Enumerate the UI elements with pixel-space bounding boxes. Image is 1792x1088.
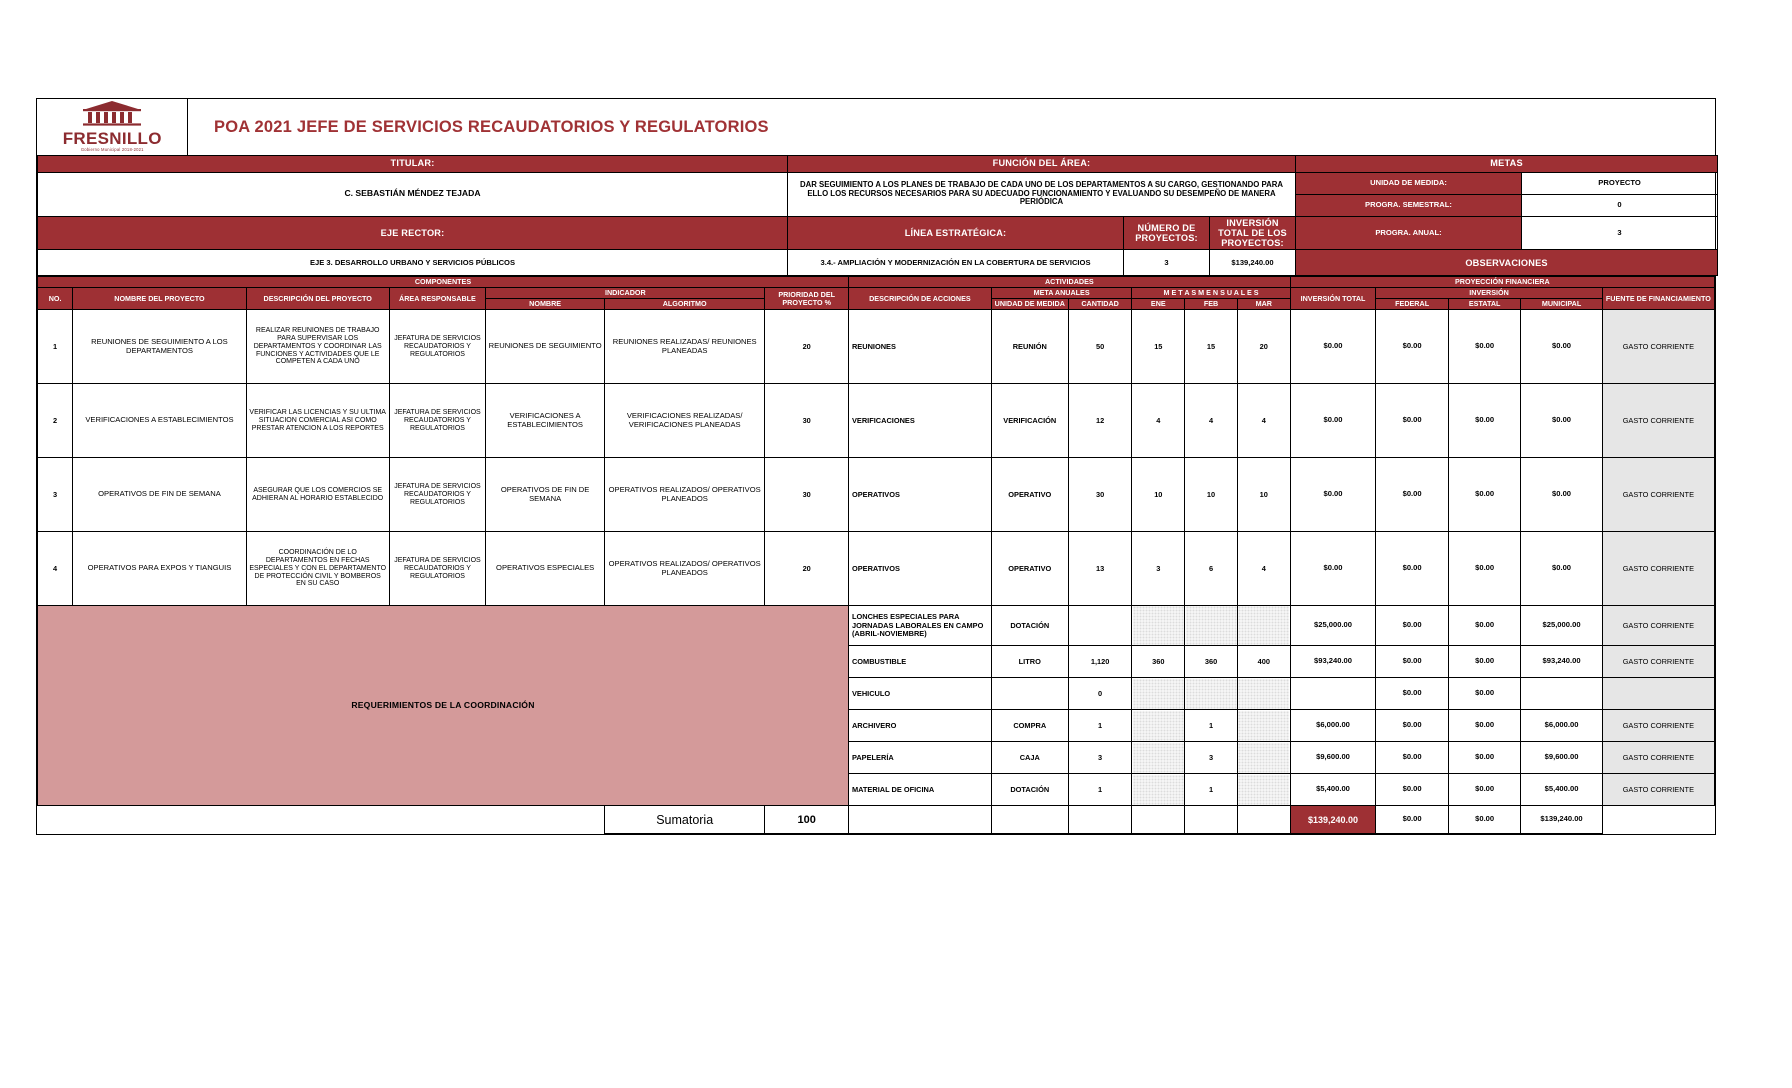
row-nombre: OPERATIVOS PARA EXPOS Y TIANGUIS (73, 532, 247, 606)
col-descripcion-proyecto: DESCRIPCIÓN DEL PROYECTO (246, 288, 389, 310)
req-estatal: $0.00 (1448, 774, 1521, 806)
row-feb: 10 (1185, 458, 1238, 532)
group-inversion: INVERSIÓN (1376, 288, 1602, 299)
row-no: 4 (38, 532, 73, 606)
req-cantidad (1068, 606, 1132, 646)
row-unidad: REUNIÓN (991, 310, 1068, 384)
req-unidad (991, 678, 1068, 710)
req-mar: 400 (1237, 646, 1290, 678)
footer-blank-ene (1132, 806, 1185, 834)
req-cantidad: 1,120 (1068, 646, 1132, 678)
req-fuente (1602, 678, 1714, 710)
col-unidad-medida: UNIDAD DE MEDIDA (991, 299, 1068, 310)
req-estatal: $0.00 (1448, 678, 1521, 710)
logo (38, 99, 188, 155)
row-fuente: GASTO CORRIENTE (1602, 310, 1714, 384)
row-cantidad: 30 (1068, 458, 1132, 532)
footer-total-municipal: $139,240.00 (1521, 806, 1602, 834)
row-ene: 10 (1132, 458, 1185, 532)
footer-blank-mar (1237, 806, 1290, 834)
row-nombre: OPERATIVOS DE FIN DE SEMANA (73, 458, 247, 532)
req-ene (1132, 678, 1185, 710)
req-accion: MATERIAL DE OFICINA (848, 774, 991, 806)
row-fuente: GASTO CORRIENTE (1602, 532, 1714, 606)
numero-proyectos-value: 3 (1124, 250, 1210, 276)
page-title (188, 99, 1718, 155)
row-area: JEFATURA DE SERVICIOS RECAUDATORIOS Y REGULATORIOS (389, 384, 486, 458)
req-inversion-total: $93,240.00 (1290, 646, 1376, 678)
req-cantidad: 1 (1068, 710, 1132, 742)
row-indicador-nombre: OPERATIVOS DE FIN DE SEMANA (486, 458, 605, 532)
row-unidad: OPERATIVO (991, 458, 1068, 532)
row-inversion-total: $0.00 (1290, 458, 1376, 532)
req-inversion-total: $5,400.00 (1290, 774, 1376, 806)
linea-estrategica-value: 3.4.- AMPLIACIÓN Y MODERNIZACIÓN EN LA COBERTURA DE SERVICIOS (788, 250, 1124, 276)
eje-rector-value: EJE 3. DESARROLLO URBANO Y SERVICIOS PÚBLICOS (38, 250, 788, 276)
req-mar (1237, 742, 1290, 774)
col-mar: MAR (1237, 299, 1290, 310)
poa-sheet (36, 98, 1716, 835)
row-municipal: $0.00 (1521, 458, 1602, 532)
col-no: NO. (38, 288, 73, 310)
req-cantidad: 1 (1068, 774, 1132, 806)
row-mar: 4 (1237, 532, 1290, 606)
req-estatal: $0.00 (1448, 646, 1521, 678)
row-estatal: $0.00 (1448, 458, 1521, 532)
row-prioridad: 30 (765, 458, 849, 532)
row-ene: 3 (1132, 532, 1185, 606)
metas-label: METAS (1296, 155, 1718, 172)
col-municipal: MUNICIPAL (1521, 299, 1602, 310)
sumatoria-value: 100 (765, 806, 849, 834)
table-row (38, 310, 1715, 384)
req-inversion-total: $9,600.00 (1290, 742, 1376, 774)
row-indicador-algoritmo: OPERATIVOS REALIZADOS/ OPERATIVOS PLANEADOS (604, 532, 764, 606)
group-meta-anuales: META ANUALES (991, 288, 1132, 299)
req-inversion-total: $25,000.00 (1290, 606, 1376, 646)
row-indicador-nombre: VERIFICACIONES A ESTABLECIMIENTOS (486, 384, 605, 458)
fresnillo-crest-icon (81, 100, 143, 126)
row-prioridad: 30 (765, 384, 849, 458)
req-feb (1185, 678, 1238, 710)
col-feb: FEB (1185, 299, 1238, 310)
header-table (37, 99, 1718, 276)
main-table (37, 276, 1715, 834)
req-ene (1132, 774, 1185, 806)
row-indicador-algoritmo: VERIFICACIONES REALIZADAS/ VERIFICACIONES PLANEADAS (604, 384, 764, 458)
req-federal: $0.00 (1376, 774, 1449, 806)
req-unidad: COMPRA (991, 710, 1068, 742)
req-federal: $0.00 (1376, 678, 1449, 710)
req-feb (1185, 606, 1238, 646)
req-accion: VEHICULO (848, 678, 991, 710)
funcion-label: FUNCIÓN DEL ÁREA: (788, 155, 1296, 172)
table-row (38, 458, 1715, 532)
row-mar: 10 (1237, 458, 1290, 532)
group-actividades: ACTIVIDADES (848, 277, 1290, 288)
req-fuente: GASTO CORRIENTE (1602, 646, 1714, 678)
req-estatal: $0.00 (1448, 710, 1521, 742)
page-title-text: POA 2021 JEFE DE SERVICIOS RECAUDATORIOS Y REGULATORIOS (214, 117, 769, 136)
row-accion: VERIFICACIONES (848, 384, 991, 458)
req-feb: 360 (1185, 646, 1238, 678)
row-federal: $0.00 (1376, 310, 1449, 384)
row-indicador-algoritmo: REUNIONES REALIZADAS/ REUNIONES PLANEADAS (604, 310, 764, 384)
req-feb: 1 (1185, 774, 1238, 806)
requerimientos-row (38, 606, 1715, 646)
row-accion: OPERATIVOS (848, 532, 991, 606)
row-estatal: $0.00 (1448, 310, 1521, 384)
numero-proyectos-label: NÚMERO DE PROYECTOS: (1124, 216, 1210, 250)
req-municipal: $6,000.00 (1521, 710, 1602, 742)
req-municipal: $9,600.00 (1521, 742, 1602, 774)
row-descripcion: REALIZAR REUNIONES DE TRABAJO PARA SUPERVISAR LOS DEPARTAMENTOS Y COORDINAR LAS FUNCIONES Y ACTIVIDADES QUE LE COMPETEN A CADA UNO (246, 310, 389, 384)
req-feb: 1 (1185, 710, 1238, 742)
col-estatal: ESTATAL (1448, 299, 1521, 310)
logo-name: FRESNILLO (62, 128, 162, 148)
req-federal: $0.00 (1376, 742, 1449, 774)
progra-anual-label: PROGRA. ANUAL: (1296, 216, 1522, 250)
table-row (38, 532, 1715, 606)
footer-blank-unidad (991, 806, 1068, 834)
group-proyeccion-financiera: PROYECCIÓN FINANCIERA (1290, 277, 1714, 288)
col-ene: ENE (1132, 299, 1185, 310)
req-fuente: GASTO CORRIENTE (1602, 606, 1714, 646)
col-area-responsable: ÁREA RESPONSABLE (389, 288, 486, 310)
row-inversion-total: $0.00 (1290, 384, 1376, 458)
row-descripcion: COORDINACIÓN DE LO DEPARTAMENTOS EN FECHAS ESPECIALES Y CON EL DEPARTAMENTO DE PROTECCIÓN CIVIL Y BOMBEROS EN SU CASO (246, 532, 389, 606)
row-no: 2 (38, 384, 73, 458)
footer-blank-fuente (1602, 806, 1714, 834)
sumatoria-row (38, 806, 1715, 834)
req-federal: $0.00 (1376, 710, 1449, 742)
req-accion: ARCHIVERO (848, 710, 991, 742)
row-inversion-total: $0.00 (1290, 532, 1376, 606)
group-componentes: COMPONENTES (38, 277, 849, 288)
row-mar: 4 (1237, 384, 1290, 458)
req-federal: $0.00 (1376, 606, 1449, 646)
row-unidad: OPERATIVO (991, 532, 1068, 606)
funcion-value: DAR SEGUIMIENTO A LOS PLANES DE TRABAJO DE CADA UNO DE LOS DEPARTAMENTOS A SU CARGO, GESTIONANDO PARA ELLO LOS RECURSOS NECESARIOS PARA SU ADECUADO FUNCIONAMIENTO Y EVALUANDO SU DESEMPEÑO DE MANERA PERIÓDICA (788, 172, 1296, 216)
row-indicador-algoritmo: OPERATIVOS REALIZADOS/ OPERATIVOS PLANEADOS (604, 458, 764, 532)
footer-total-federal: $0.00 (1376, 806, 1449, 834)
col-indicador-nombre: NOMBRE (486, 299, 605, 310)
req-accion: PAPELERÍA (848, 742, 991, 774)
row-federal: $0.00 (1376, 532, 1449, 606)
footer-total-inversion: $139,240.00 (1290, 806, 1376, 834)
req-cantidad: 3 (1068, 742, 1132, 774)
row-federal: $0.00 (1376, 458, 1449, 532)
req-mar (1237, 606, 1290, 646)
row-federal: $0.00 (1376, 384, 1449, 458)
unidad-medida-label: UNIDAD DE MEDIDA: (1296, 172, 1522, 194)
row-cantidad: 13 (1068, 532, 1132, 606)
row-inversion-total: $0.00 (1290, 310, 1376, 384)
col-fuente-financiamiento: FUENTE DE FINANCIAMIENTO (1602, 288, 1714, 310)
row-feb: 15 (1185, 310, 1238, 384)
inversion-total-label: INVERSIÓN TOTAL DE LOS PROYECTOS: (1210, 216, 1296, 250)
row-area: JEFATURA DE SERVICIOS RECAUDATORIOS Y REGULATORIOS (389, 532, 486, 606)
titular-value: C. SEBASTIÁN MÉNDEZ TEJADA (38, 172, 788, 216)
row-ene: 4 (1132, 384, 1185, 458)
req-inversion-total: $6,000.00 (1290, 710, 1376, 742)
row-cantidad: 12 (1068, 384, 1132, 458)
inversion-total-value: $139,240.00 (1210, 250, 1296, 276)
row-accion: OPERATIVOS (848, 458, 991, 532)
linea-estrategica-label: LÍNEA ESTRATÉGICA: (788, 216, 1124, 250)
col-prioridad: PRIORIDAD DEL PROYECTO % (765, 288, 849, 310)
req-ene (1132, 710, 1185, 742)
req-ene: 360 (1132, 646, 1185, 678)
footer-blank-cantidad (1068, 806, 1132, 834)
req-unidad: DOTACIÓN (991, 774, 1068, 806)
req-municipal: $25,000.00 (1521, 606, 1602, 646)
req-municipal: $93,240.00 (1521, 646, 1602, 678)
row-descripcion: ASEGURAR QUE LOS COMERCIOS SE ADHIERAN AL HORARIO ESTABLECIDO (246, 458, 389, 532)
requerimientos-label: REQUERIMIENTOS DE LA COORDINACIÓN (38, 606, 849, 806)
row-no: 1 (38, 310, 73, 384)
footer-spacer (38, 806, 605, 834)
req-accion: COMBUSTIBLE (848, 646, 991, 678)
req-unidad: LITRO (991, 646, 1068, 678)
col-indicador-algoritmo: ALGORITMO (604, 299, 764, 310)
req-unidad: CAJA (991, 742, 1068, 774)
eje-rector-label: EJE RECTOR: (38, 216, 788, 250)
row-accion: REUNIONES (848, 310, 991, 384)
row-cantidad: 50 (1068, 310, 1132, 384)
unidad-medida-value: PROYECTO (1522, 172, 1718, 194)
req-ene (1132, 742, 1185, 774)
progra-semestral-label: PROGRA. SEMESTRAL: (1296, 194, 1522, 216)
req-ene (1132, 606, 1185, 646)
titular-label: TITULAR: (38, 155, 788, 172)
row-no: 3 (38, 458, 73, 532)
req-cantidad: 0 (1068, 678, 1132, 710)
footer-blank-feb (1185, 806, 1238, 834)
col-cantidad: CANTIDAD (1068, 299, 1132, 310)
col-descripcion-acciones: DESCRIPCIÓN DE ACCIONES (848, 288, 991, 310)
req-municipal: $5,400.00 (1521, 774, 1602, 806)
row-area: JEFATURA DE SERVICIOS RECAUDATORIOS Y REGULATORIOS (389, 458, 486, 532)
req-fuente: GASTO CORRIENTE (1602, 710, 1714, 742)
col-inversion-total: INVERSIÓN TOTAL (1290, 288, 1376, 310)
row-indicador-nombre: REUNIONES DE SEGUIMIENTO (486, 310, 605, 384)
row-fuente: GASTO CORRIENTE (1602, 384, 1714, 458)
req-municipal (1521, 678, 1602, 710)
row-nombre: VERIFICACIONES A ESTABLECIMIENTOS (73, 384, 247, 458)
row-municipal: $0.00 (1521, 532, 1602, 606)
row-municipal: $0.00 (1521, 310, 1602, 384)
req-inversion-total (1290, 678, 1376, 710)
req-mar (1237, 710, 1290, 742)
logo-subtitle: Gobierno Municipal 2018-2021 (80, 146, 144, 152)
footer-blank-accion (848, 806, 991, 834)
req-federal: $0.00 (1376, 646, 1449, 678)
req-mar (1237, 678, 1290, 710)
req-mar (1237, 774, 1290, 806)
req-unidad: DOTACIÓN (991, 606, 1068, 646)
row-prioridad: 20 (765, 532, 849, 606)
group-metas-mensuales: M E T A S M E N S U A L E S (1132, 288, 1290, 299)
row-indicador-nombre: OPERATIVOS ESPECIALES (486, 532, 605, 606)
row-estatal: $0.00 (1448, 532, 1521, 606)
row-unidad: VERIFICACIÓN (991, 384, 1068, 458)
row-descripcion: VERIFICAR LAS LICENCIAS Y SU ULTIMA SITUACION COMERCIAL ASI COMO PRESTAR ATENCION A LOS REPORTES (246, 384, 389, 458)
col-federal: FEDERAL (1376, 299, 1449, 310)
row-estatal: $0.00 (1448, 384, 1521, 458)
sumatoria-label: Sumatoria (604, 806, 764, 834)
req-fuente: GASTO CORRIENTE (1602, 774, 1714, 806)
row-prioridad: 20 (765, 310, 849, 384)
row-ene: 15 (1132, 310, 1185, 384)
observaciones-label: OBSERVACIONES (1296, 250, 1718, 276)
table-row (38, 384, 1715, 458)
group-indicador: INDICADOR (486, 288, 765, 299)
row-fuente: GASTO CORRIENTE (1602, 458, 1714, 532)
req-feb: 3 (1185, 742, 1238, 774)
row-area: JEFATURA DE SERVICIOS RECAUDATORIOS Y REGULATORIOS (389, 310, 486, 384)
req-accion: LONCHES ESPECIALES PARA JORNADAS LABORALES EN CAMPO (ABRIL-NOVIEMBRE) (848, 606, 991, 646)
row-municipal: $0.00 (1521, 384, 1602, 458)
col-nombre-proyecto: NOMBRE DEL PROYECTO (73, 288, 247, 310)
progra-anual-value: 3 (1522, 216, 1718, 250)
req-estatal: $0.00 (1448, 742, 1521, 774)
footer-total-estatal: $0.00 (1448, 806, 1521, 834)
row-feb: 4 (1185, 384, 1238, 458)
row-feb: 6 (1185, 532, 1238, 606)
row-mar: 20 (1237, 310, 1290, 384)
req-estatal: $0.00 (1448, 606, 1521, 646)
row-nombre: REUNIONES DE SEGUIMIENTO A LOS DEPARTAMENTOS (73, 310, 247, 384)
req-fuente: GASTO CORRIENTE (1602, 742, 1714, 774)
progra-semestral-value: 0 (1522, 194, 1718, 216)
